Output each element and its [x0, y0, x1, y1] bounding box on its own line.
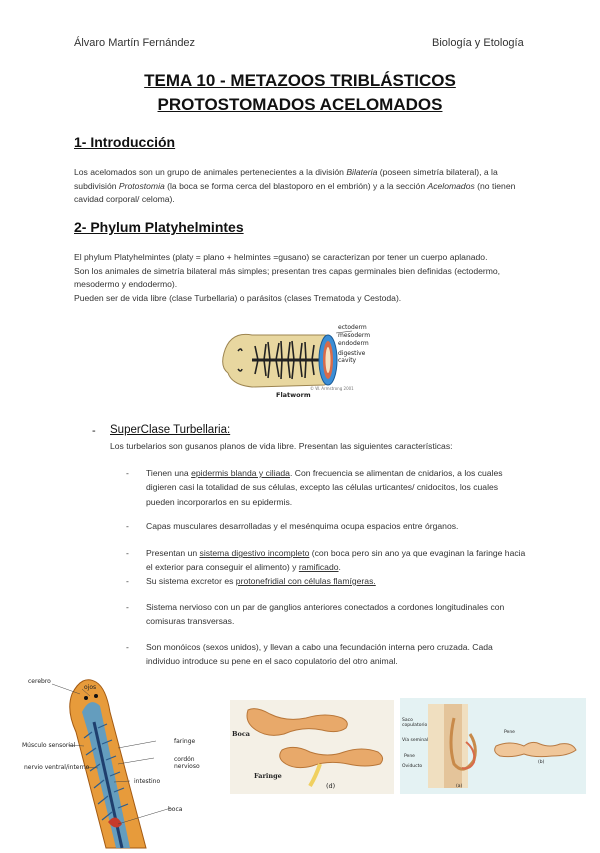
- bullet-epidermis: Tienen una epidermis blanda y ciliada. Con frecuencia se alimentan de cnidarios, a los cuales digieren casi la totalidad de sus células, excepto las células urticantes/ cnidocitos, los cuales pueden incorporarlos en su epidermis.: [146, 468, 503, 507]
- label-saco-copulatorio: Saco copulatorio: [402, 718, 428, 728]
- superclase-heading: SuperClase Turbellaria:: [110, 424, 231, 436]
- flatworm-figure: [212, 323, 371, 401]
- bullet-nervous: Sistema nervioso con un par de ganglios anteriores conectados a cordones longitudinales con comisuras transversas.: [146, 602, 505, 627]
- label-faringe: Faringe: [254, 772, 282, 780]
- header-subject: Biología y Etología: [432, 37, 524, 49]
- label-oviducto: Oviducto: [402, 764, 423, 769]
- bullet-marker: -: [126, 642, 129, 652]
- header-author: Álvaro Martín Fernández: [74, 37, 196, 49]
- label-digestive-cavity: digestive cavity: [338, 350, 366, 364]
- bullet-digestive: Presentan un sistema digestivo incompleto (con boca pero sin ano ya que evaginan la faringe hacia el exterior para conseguir el alimento) y ramificado.: [146, 548, 526, 573]
- superclase-intro: Los turbelarios son gusanos planos de vida libre. Presentan las siguientes características:: [110, 441, 453, 451]
- label-ectoderm: ectoderm: [338, 324, 367, 331]
- bullet-reproduction: Son monóicos (sexos unidos), y llevan a cabo una fecundación interna pero cruzada. Cada individuo introduce su pene en el saco copulatorio del otro animal.: [146, 642, 493, 667]
- label-pene: Pene: [404, 754, 415, 759]
- label-cerebro: cerebro: [28, 678, 51, 685]
- anatomy-figure: [22, 672, 222, 848]
- label-boca: Boca: [232, 730, 250, 738]
- bullet-marker: -: [126, 468, 129, 478]
- page-title-line1: TEMA 10 - METAZOOS TRIBLÁSTICOS: [144, 71, 456, 90]
- page-title-line2: PROTOSTOMADOS ACELOMADOS: [157, 95, 443, 114]
- label-pene-2: Pene: [504, 730, 515, 735]
- section1-heading: 1- Introducción: [74, 134, 176, 150]
- pharynx-figure: [230, 700, 394, 794]
- label-faringe: faringe: [174, 738, 196, 745]
- label-b: (b): [538, 760, 545, 765]
- section2-paragraph: [74, 251, 534, 305]
- label-nervio-ventral: nervio ventral/interno: [24, 764, 90, 771]
- bullet-marker: -: [126, 548, 129, 558]
- copulation-illustration: [400, 698, 586, 794]
- section2-line2: Son los animales de simetría bilateral más simples; presentan tres capas germinales bien definidas (ectodermo, mesodermo y endodermo).: [74, 265, 501, 290]
- flatworm-copyright: © W. Armstrong 2001: [310, 386, 354, 391]
- label-mesoderm: mesoderm: [338, 332, 371, 339]
- label-boca: boca: [168, 806, 183, 813]
- bullet-marker: -: [126, 576, 129, 586]
- bullet-marker: -: [126, 521, 129, 531]
- bullet-marker: -: [126, 602, 129, 612]
- label-musculo-sensorial: Músculo sensorial: [22, 742, 76, 749]
- label-via-seminal: Vía seminal: [402, 738, 429, 743]
- label-ojos: ojos: [84, 684, 97, 691]
- bullet-excretory: Su sistema excretor es protonefridial con células flamígeras.: [146, 576, 376, 586]
- label-cordon-nervioso: cordón nervioso: [174, 756, 200, 770]
- section2-line1: El phylum Platyhelmintes (platy = plano + helmintes =gusano) se caracterizan por tener un cuerpo aplanado.: [74, 252, 488, 262]
- section2-line3: Pueden ser de vida libre (clase Turbellaria) o parásitos (clases Trematoda y Cestoda).: [74, 292, 402, 303]
- copulation-figure: [400, 698, 586, 794]
- label-d: (d): [326, 782, 336, 790]
- label-a: (a): [456, 784, 463, 789]
- label-endoderm: endoderm: [338, 340, 369, 347]
- section2-heading: 2- Phylum Platyhelmintes: [74, 219, 244, 235]
- flatworm-caption: Flatworm: [276, 391, 311, 399]
- label-intestino: intestino: [134, 778, 161, 785]
- section1-paragraph: Los acelomados son un grupo de animales pertenecientes a la división Bilateria (poseen simetría bilateral), a la subdivisión Protostomia (la boca se forma cerca del blastoporo en el embrión) y a la sección Acelomados (no tienen cavidad corporal/ celoma).: [74, 167, 516, 205]
- bullet-muscles: Capas musculares desarrolladas y el mesénquima ocupa espacios entre órganos.: [146, 521, 459, 531]
- superclase-dash: -: [92, 425, 96, 437]
